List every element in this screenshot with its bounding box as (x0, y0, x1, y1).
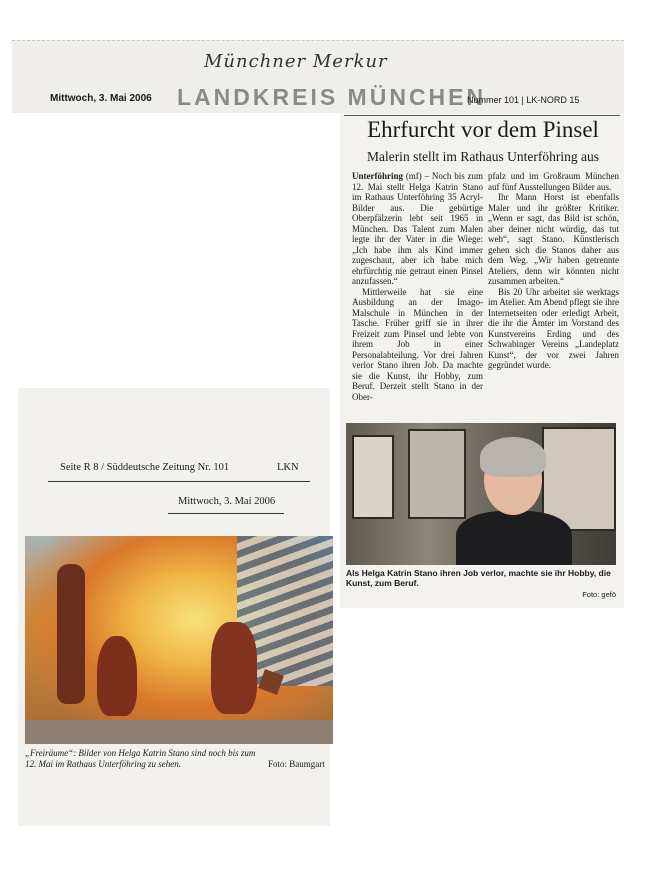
sz-source-tag: LKN (277, 462, 299, 473)
article-column-2 (488, 171, 619, 371)
sz-clipping (18, 388, 330, 826)
section-title: LANDKREIS MÜNCHEN (177, 84, 487, 110)
painting-frame (408, 429, 466, 519)
painting-credit: Foto: Baumgart (268, 759, 325, 769)
article-paragraph: pfalz und im Großraum München auf fünf Ausstellungen Bilder aus. (488, 171, 619, 192)
vase-shape (57, 564, 85, 704)
photo-credit: Foto: gefö (582, 590, 616, 599)
artist-photo (346, 423, 616, 565)
article-headline: Ehrfurcht vor dem Pinsel (367, 117, 599, 142)
article-subline: Malerin stellt im Rathaus Unterföhring aus (366, 149, 600, 164)
sz-date: Mittwoch, 3. Mai 2006 (178, 496, 276, 507)
painting-image (25, 536, 333, 744)
painting-caption: „Freiräume“: Bilder von Helga Katrin Stano sind noch bis zum 12. Mai im Rathaus Unterföhring zu sehen. (25, 748, 256, 769)
artist-figure (456, 511, 572, 565)
article-paragraph: Ihr Mann Horst ist ebenfalls Maler und ihr größter Kritiker. „Wenn er sagt, das Bild ist schön, aber deiner nicht würdig, das tut weh“, sagt Stano. Künstlerisch gehen sich die Stanos daher aus dem Weg. „Wir haben getrennte Ateliers, denn wir könnten nicht zusammen arbeiten.“ (488, 192, 619, 286)
vase-shape (211, 622, 257, 714)
paragraph-text: (mf) – Noch bis zum 12. Mai stellt Helga Katrin Stano im Rathaus Unterföhring 35 Acryl-Bilder aus. Die gebürtige Oberpfälzerin lebt seit 1965 in München. Das Talent zum Malen legte ihr der Vater in die Wiege: „Ich habe ihm als Kind immer zugeschaut, aber ich habe mich ehrfürchtig nie getraut einen Pinsel anzufassen.“ (352, 171, 484, 286)
top-rule (344, 115, 620, 116)
artist-hair (480, 437, 546, 477)
merkur-header-clipping (12, 40, 624, 113)
painting-frame (352, 435, 394, 519)
header-date: Mittwoch, 3. Mai 2006 (50, 93, 152, 104)
sz-source-line (60, 462, 299, 473)
article-paragraph: Mittlerweile hat sie eine Ausbildung an der Imago-Malschule in München in der Tasche. Früher griff sie in ihrer Freizeit zum Pinsel und lebte von ihrem Job in einer Personalabteilung. Vor drei Jahren verlor Stano ihren Job. Da machte sie die Kunst, ihr Hobby, zum Beruf. Derzeit stellt Stano in der Ober- (352, 286, 483, 402)
issue-number: Nummer 101 | LK-NORD 15 (467, 95, 580, 105)
photo-caption: Als Helga Katrin Stano ihren Job verlor, machte sie ihr Hobby, die Kunst, zum Beruf. (346, 568, 611, 588)
handwritten-source-note: Münchner Merkur (204, 51, 388, 72)
dateline: Unterföhring (352, 171, 403, 181)
sz-source: Seite R 8 / Süddeutsche Zeitung Nr. 101 (60, 462, 230, 473)
vase-shape (97, 636, 137, 716)
article-paragraph (352, 171, 483, 287)
article-paragraph: Bis 20 Uhr arbeitet sie werktags im Atelier. Am Abend pflegt sie ihre Internetseiten oder erledigt Arbeit, die ihr die Ämter im Vorstand des Kunstvereins Erding und des Schwabinger Vereins „Landeplatz Kunst“, der vor zwei Jahren gegründet wurde. (488, 286, 619, 370)
divider (168, 513, 284, 514)
divider (48, 481, 310, 482)
article-clipping (340, 113, 624, 608)
painting-floor (25, 720, 333, 744)
article-column-1 (352, 171, 483, 402)
